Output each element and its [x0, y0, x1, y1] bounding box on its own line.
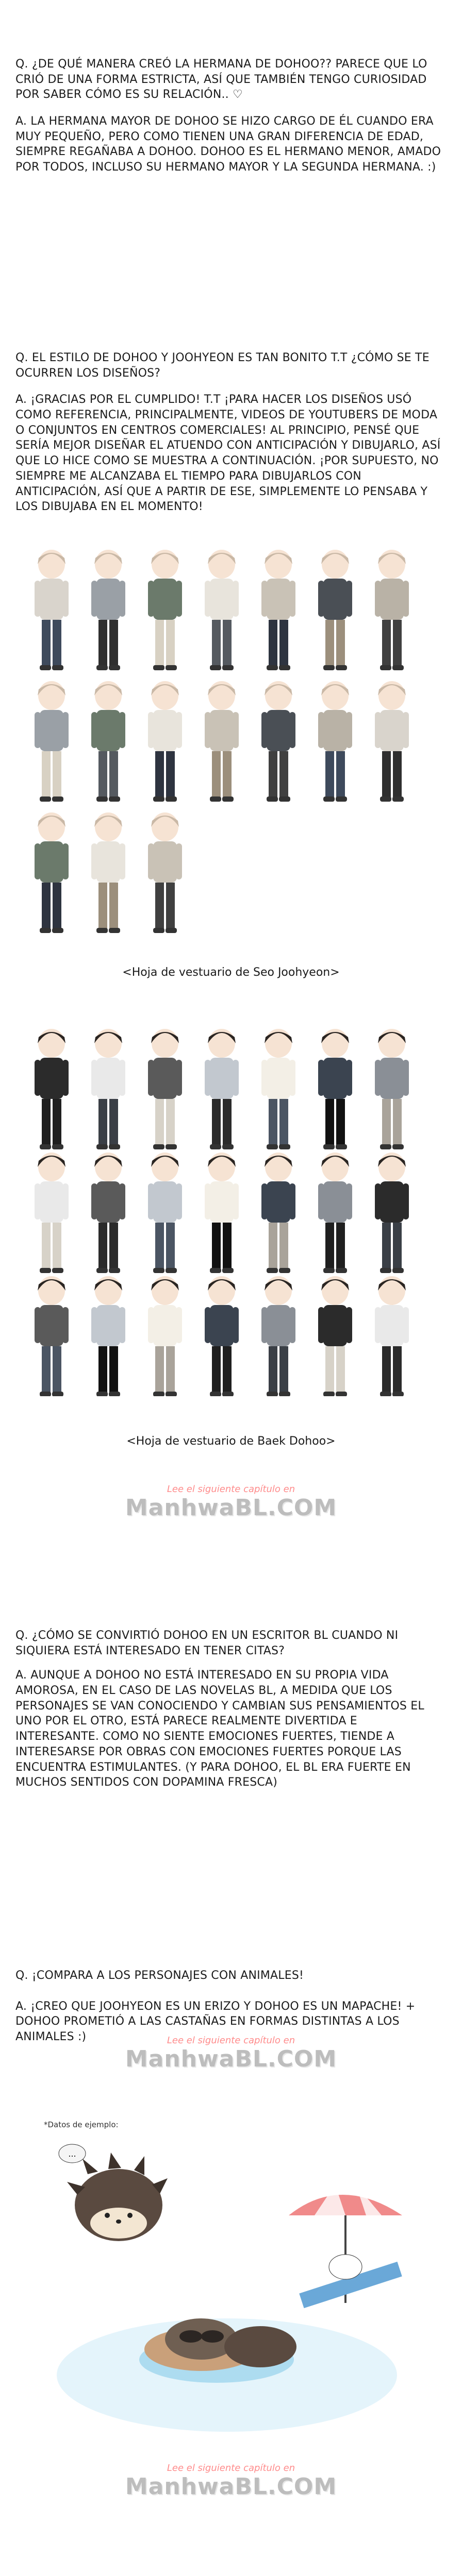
costume-figure-joohyeon	[91, 550, 125, 670]
costume-figure-dohoo	[91, 1153, 125, 1273]
costume-figure-joohyeon	[318, 550, 352, 670]
watermark-small-text: Lee el siguiente capítulo en	[167, 2035, 295, 2046]
answer-2: A. ¡GRACIAS POR EL CUMPLIDO! T.T ¡PARA HACER LOS DISEÑOS USÓ COMO REFERENCIA, PRINCIPALMENTE, VIDEOS DE YOUTUBERS DE MODA O CONJUNTOS EN CENTROS COMERCIALES! AL PRINCIPIO, PENSÉ QUE SERÍA MEJOR DISEÑAR EL ATUENDO CON ANTICIPACIÓN Y DIBUJARLO, ASÍ QUE LO HICE COMO SE MUESTRA A CONTINUACIÓN. ¡POR SUPUESTO, NO SIEMPRE ME ALCANZABA EL TIEMPO PARA DIBUJARLOS CON ANTICIPACIÓN, ASÍ QUE A PARTIR DE ESE, SIMPLEMENTE LO PENSABA Y LOS DIBUJABA EN EL MOMENTO!	[15, 393, 441, 514]
costume-figure-dohoo	[205, 1276, 239, 1396]
costume-figure-dohoo	[318, 1153, 352, 1273]
hedgehog-illustration	[59, 2144, 168, 2241]
costume-sheet-joohyeon	[31, 546, 431, 938]
costume-figure-joohyeon	[375, 550, 409, 670]
costume-sheet-dohoo	[31, 1025, 431, 1396]
costume-figure-joohyeon	[148, 550, 182, 670]
question-1: Q. ¿DE QUÉ MANERA CREÓ LA HERMANA DE DOHOO?? PARECE QUE LO CRIÓ DE UNA FORMA ESTRICTA, ASÍ QUE TAMBIÉN TENGO CURIOSIDAD POR SABER CÓMO ES SU RELACIÓN.. ♡	[15, 58, 427, 101]
qa-block-2	[15, 350, 443, 520]
example-note: *Datos de ejemplo:	[44, 2120, 119, 2129]
watermark-2	[0, 2035, 462, 2072]
costume-figure-dohoo	[261, 1029, 295, 1149]
costume-figure-dohoo	[261, 1153, 295, 1273]
svg-text:...: ...	[68, 2149, 76, 2159]
costume-figure-joohyeon	[261, 681, 295, 802]
watermark-big-text: ManhwaBL.COM	[125, 2473, 337, 2500]
answer-3: A. AUNQUE A DOHOO NO ESTÁ INTERESADO EN SU PROPIA VIDA AMOROSA, EN EL CASO DE LAS NOVELAS BL, A MEDIDA QUE LOS PERSONAJES SE VAN CONOCIENDO Y CAMBIAN SUS PENSAMIENTOS EL UNO POR EL OTRO, ESTÁ PARECE REALMENTE DIVERTIDA E INTERESANTE. COMO NO SIENTE EMOCIONES FUERTES, TIENDE A INTERESARSE POR OBRAS CON EMOCIONES FUERTES PORQUE LAS ENCUENTRA ESTIMULANTES. (Y PARA DOHOO, EL BL ERA FUERTE EN MUCHOS SENTIDOS CON DOPAMINA FRESCA)	[15, 1669, 424, 1789]
watermark-small-text: Lee el siguiente capítulo en	[167, 2463, 295, 2473]
costume-figure-dohoo	[91, 1029, 125, 1149]
costume-figure-dohoo	[375, 1276, 409, 1396]
caption-dohoo: <Hoja de vestuario de Baek Dohoo>	[126, 1435, 336, 1448]
costume-figure-dohoo	[318, 1029, 352, 1149]
watermark-big-text: ManhwaBL.COM	[125, 1495, 337, 1521]
costume-figure-dohoo	[318, 1276, 352, 1396]
question-2: Q. EL ESTILO DE DOHOO Y JOOHYEON ES TAN BONITO T.T ¿CÓMO SE TE OCURREN LOS DISEÑOS?	[15, 351, 430, 380]
answer-1: A. LA HERMANA MAYOR DE DOHOO SE HIZO CARGO DE ÉL CUANDO ERA MUY PEQUEÑO, PERO COMO TIENEN UNA GRAN DIFERENCIA DE EDAD, SIEMPRE REGAÑABA A DOHOO. DOHOO ES EL HERMANO MENOR, AMADO POR TODOS, INCLUSO SU HERMANO MAYOR Y LA SEGUNDA HERMANA. :)	[15, 115, 441, 174]
costume-figure-joohyeon	[35, 812, 69, 933]
costume-figure-dohoo	[35, 1029, 69, 1149]
watermark-1	[0, 1484, 462, 1521]
costume-figure-joohyeon	[375, 681, 409, 802]
watermark-big-text: ManhwaBL.COM	[125, 2046, 337, 2072]
costume-figure-joohyeon	[91, 681, 125, 802]
costume-figure-dohoo	[261, 1276, 295, 1396]
costume-figure-dohoo	[35, 1153, 69, 1273]
costume-figures-joohyeon	[31, 546, 431, 938]
costume-figure-joohyeon	[148, 681, 182, 802]
costume-figure-dohoo	[148, 1276, 182, 1396]
qa-block-3	[15, 1628, 443, 1795]
costume-figure-joohyeon	[205, 681, 239, 802]
costume-figure-joohyeon	[261, 550, 295, 670]
qa-block-1	[15, 57, 443, 180]
costume-figure-joohyeon	[205, 550, 239, 670]
costume-figure-dohoo	[205, 1153, 239, 1273]
costume-figure-dohoo	[91, 1276, 125, 1396]
animal-illustration	[46, 2133, 428, 2442]
costume-figure-joohyeon	[35, 550, 69, 670]
raccoon-pool-illustration	[57, 2318, 397, 2432]
costume-figure-joohyeon	[91, 812, 125, 933]
costume-figure-dohoo	[375, 1153, 409, 1273]
question-3: Q. ¿CÓMO SE CONVIRTIÓ DOHOO EN UN ESCRITOR BL CUANDO NI SIQUIERA ESTÁ INTERESADO EN TENER CITAS?	[15, 1629, 399, 1657]
costume-figure-dohoo	[35, 1276, 69, 1396]
costume-figure-joohyeon	[318, 681, 352, 802]
costume-figure-joohyeon	[148, 812, 182, 933]
watermark-small-text: Lee el siguiente capítulo en	[167, 1484, 295, 1495]
watermark-3	[0, 2463, 462, 2500]
costume-figure-dohoo	[148, 1029, 182, 1149]
question-4: Q. ¡COMPARA A LOS PERSONAJES CON ANIMALES!	[15, 1969, 304, 1982]
costume-figure-joohyeon	[35, 681, 69, 802]
costume-figure-dohoo	[205, 1029, 239, 1149]
costume-figure-dohoo	[375, 1029, 409, 1149]
beach-umbrella-illustration	[289, 2184, 402, 2308]
costume-figures-dohoo	[31, 1025, 431, 1396]
caption-joohyeon: <Hoja de vestuario de Seo Joohyeon>	[122, 966, 340, 979]
answer-4: A. ¡CREO QUE JOOHYEON ES UN ERIZO Y DOHOO ES UN MAPACHE! + DOHOO PROMETIÓ A LAS CASTAÑAS EN FORMAS DISTINTAS A LOS ANIMALES :)	[15, 1999, 416, 2044]
costume-figure-dohoo	[148, 1153, 182, 1273]
